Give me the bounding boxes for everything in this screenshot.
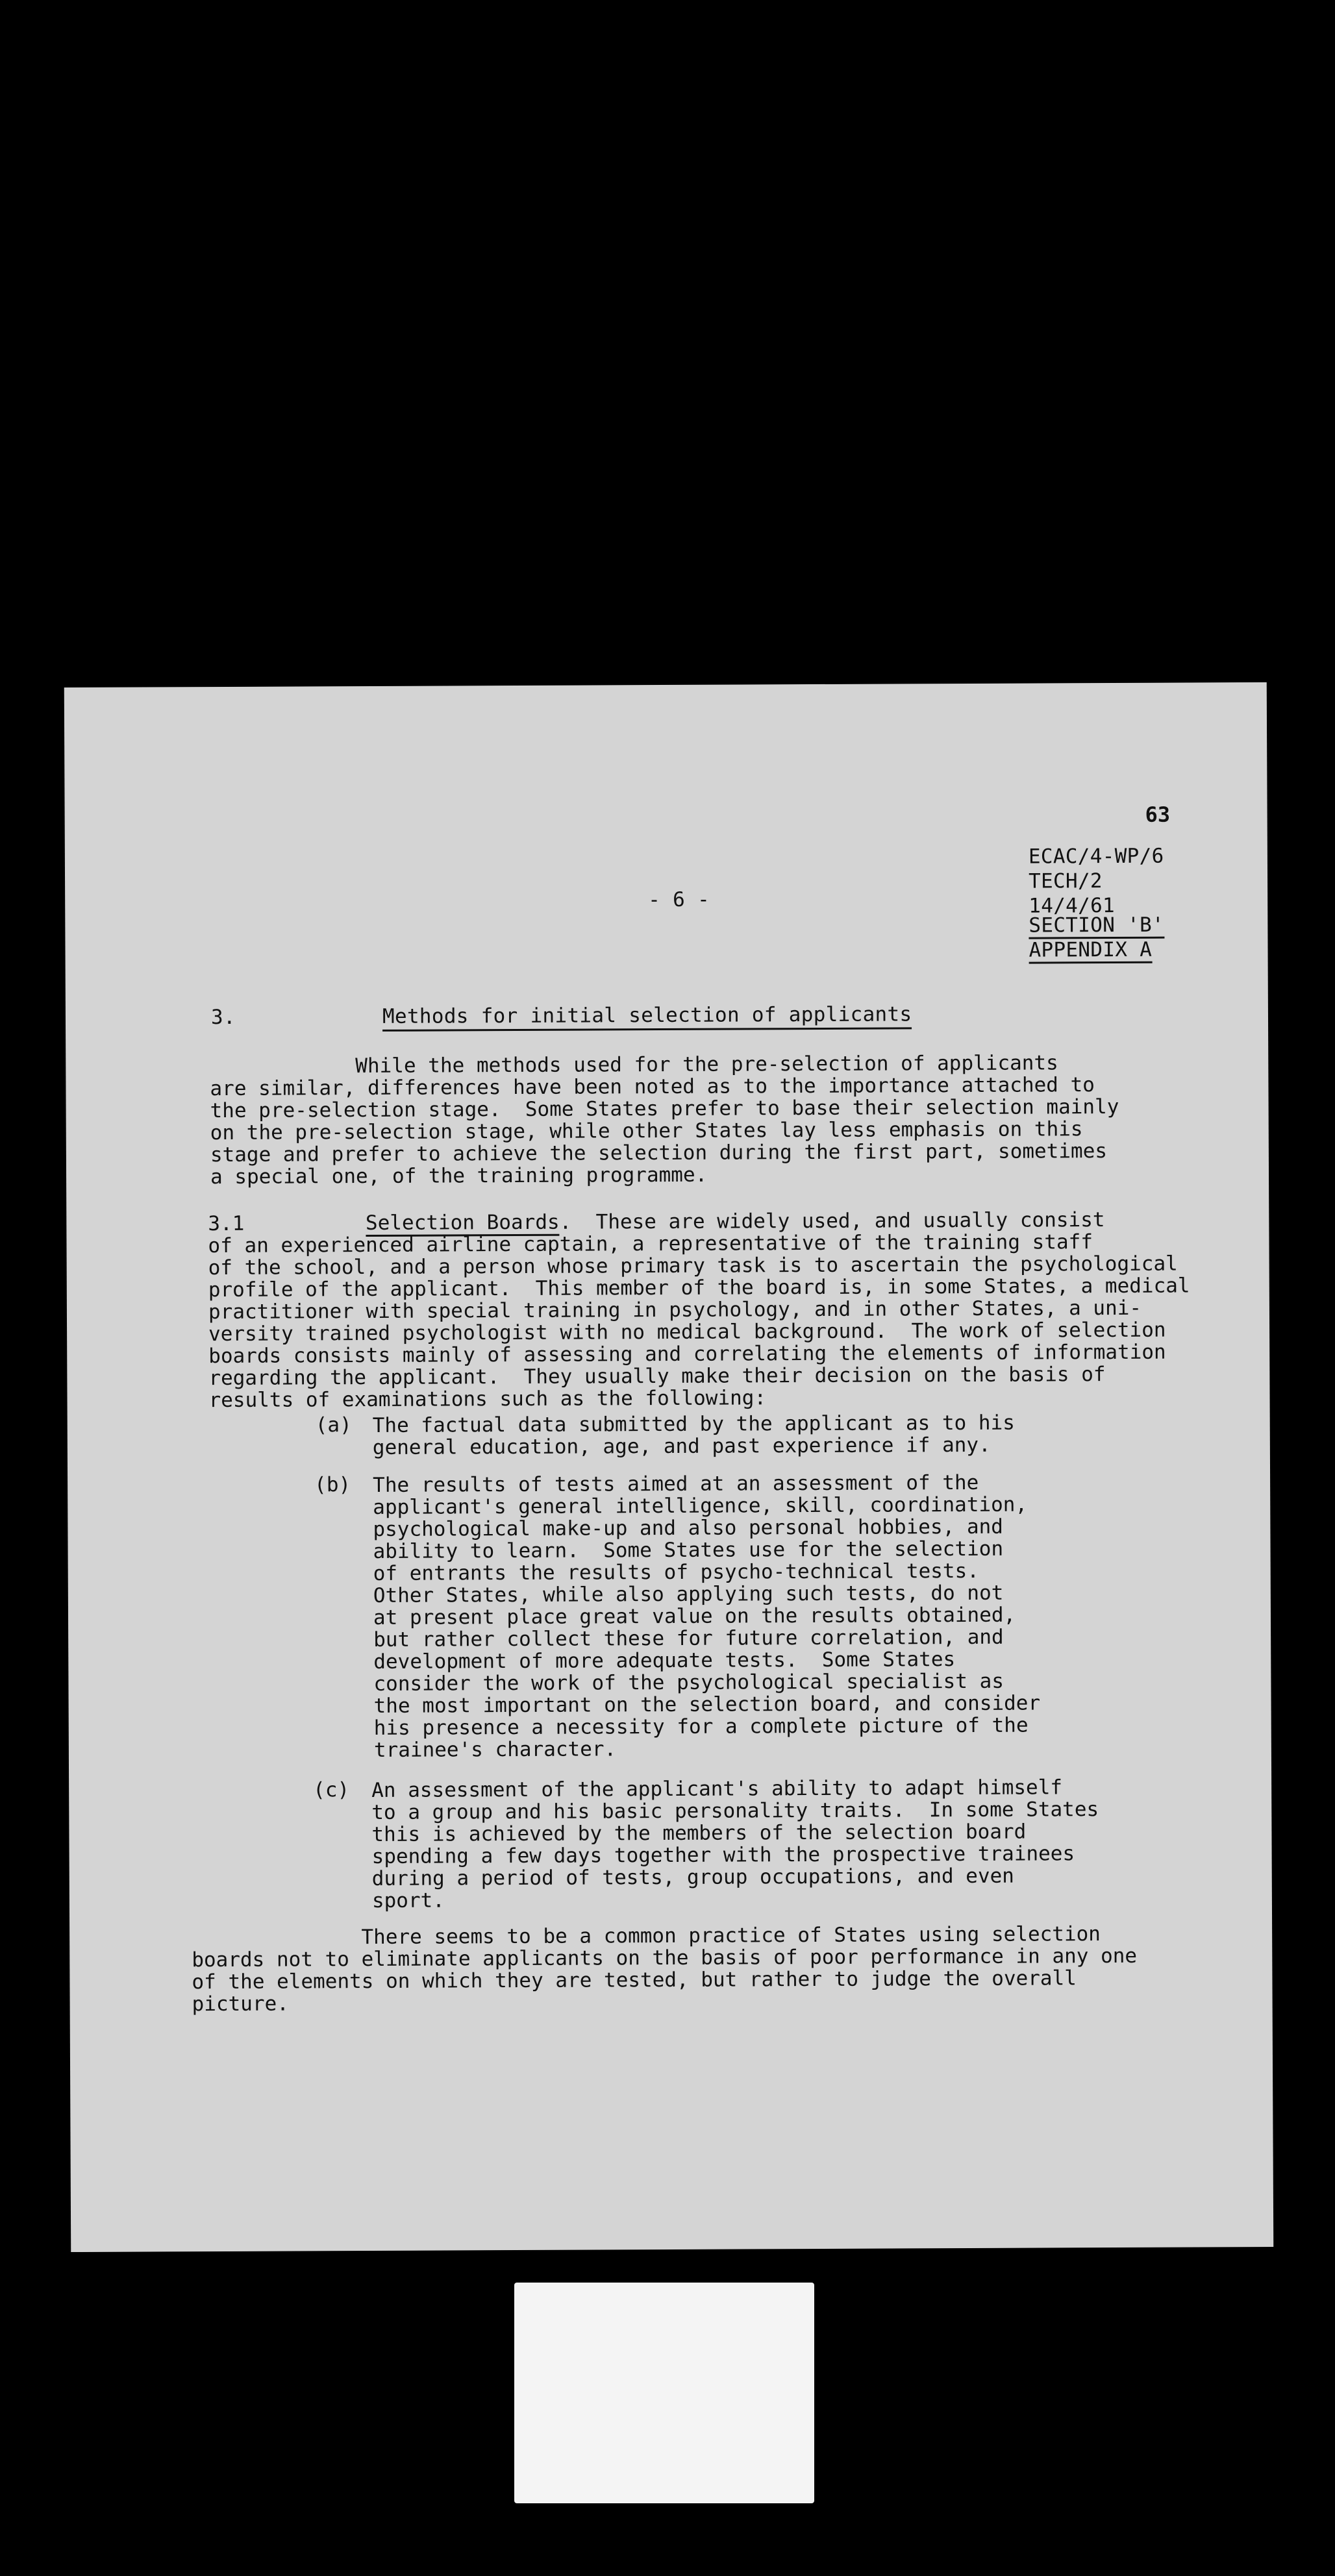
subsection-gap — [244, 1211, 366, 1235]
item-c-label: (c) — [313, 1778, 350, 1802]
item-b-text: The results of tests aimed at an assessment of the applicant's general intelligence, skill, coordination, psychological make-up and also personal hobbies, and ability to learn. Some States use for the selection of entrants the results of psycho-technical tests. Other States, while also applying such tests, do not at present place great value on the results obtained, but rather collect these for future correlation, and development of more adequate tests. Some States consider the work of the psychological specialist as the most important on the selection board, and consider his presence a necessity for a complete picture of the trainee's character. — [373, 1470, 1041, 1762]
section-title: Methods for initial selection of applicants — [382, 1004, 912, 1032]
section-number: 3. — [210, 1005, 236, 1030]
folio-number: 63 — [1145, 802, 1171, 827]
item-c-text: An assessment of the applicant's ability to adapt himself to a group and his basic personality traits. In some States this is achieved by the members of the selection board spending a few days together with the prospective trainees during a period of tests, group occupations, and even sport. — [371, 1776, 1099, 1913]
subsection-body: of an experienced airline captain, a representative of the training staff of the school, and a person whose primary task is to ascertain the psychological profile of the applicant. This member of the board is, in some States, a medical practitioner with special training in psychology, and in other States, a uni- versity trained psychologist with no medical background. The work of selection boards consists mainly of assessing and correlating the elements of information regarding the applicant. They usually make their decision on the basis of results of examinations such as the following: — [208, 1230, 1190, 1413]
item-b-label: (b) — [314, 1473, 351, 1497]
subsection-block — [208, 1208, 1190, 1411]
page-number: - 6 - — [648, 887, 710, 912]
closing-paragraph: There seems to be a common practice of States using selection boards not to eliminate applicants on the basis of poor performance in any one of the elements on which they are tested, but rather to judge the overall picture. — [192, 1922, 1138, 2016]
reference-date: 14/4/61 — [1029, 893, 1116, 918]
reference-section: SECTION 'B' — [1029, 915, 1164, 939]
reference-tech: TECH/2 — [1028, 869, 1103, 893]
item-a-text: The factual data submitted by the applicant as to his general education, age, and past experience if any. — [372, 1411, 1015, 1459]
reference-appendix: APPENDIX A — [1029, 940, 1152, 964]
intro-paragraph: While the methods used for the pre-selection of applicants are similar, differences have been noted as to the importance attached to the pre-selection stage. Some States prefer to base their selection mainly on the pre-selection stage, while other States lay less emphasis on this stage and prefer to achieve the selection during the first part, sometimes a special one, of the training programme. — [210, 1051, 1119, 1189]
item-a-label: (a) — [315, 1413, 352, 1437]
subsection-first-line: . These are widely used, and usually consist — [559, 1208, 1105, 1234]
reference-code: ECAC/4-WP/6 — [1028, 844, 1164, 869]
subsection-title: Selection Boards — [366, 1211, 560, 1237]
document-page — [64, 682, 1273, 2252]
subsection-number: 3.1 — [208, 1211, 245, 1236]
blank-card — [514, 2283, 814, 2503]
